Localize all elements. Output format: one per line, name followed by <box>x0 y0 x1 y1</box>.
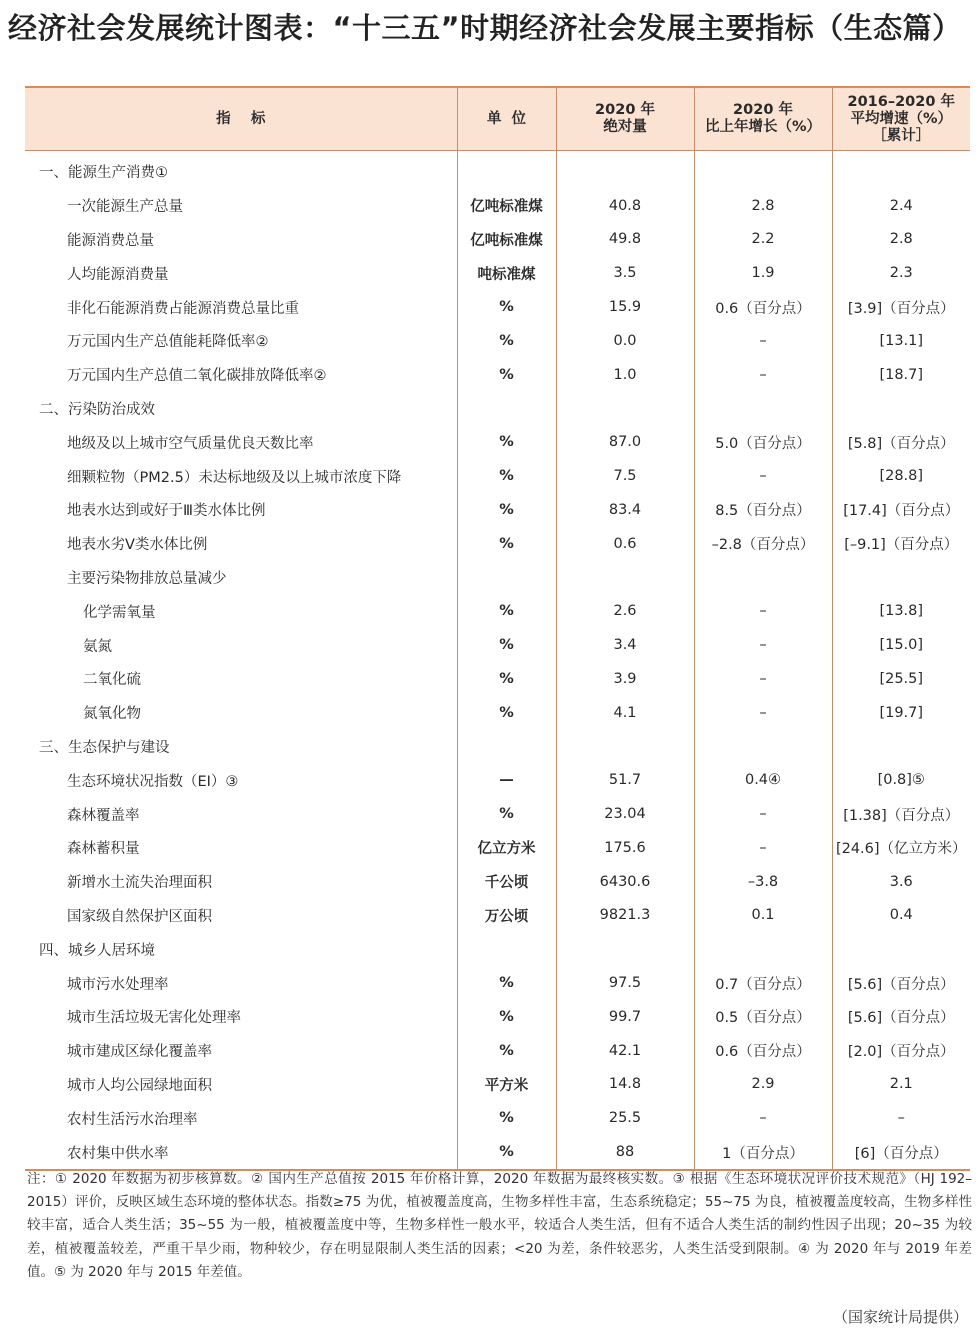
header-absolute-value <box>556 88 694 151</box>
average-growth-cell: [18.7] <box>879 366 924 383</box>
growth-cell: 5.0（百分点） <box>694 425 832 459</box>
absolute-value-cell: 15.9 <box>556 290 694 324</box>
indicator-cell: 一、能源生产消费① <box>25 151 457 189</box>
indicator-cell: 氮氧化物 <box>25 696 457 730</box>
average-growth-cell: [28.8] <box>879 468 924 485</box>
average-growth-cell: [2.0]（百分点） <box>847 1044 955 1061</box>
growth-cell: 1（百分点） <box>694 1135 832 1170</box>
indicator-cell: 二、污染防治成效 <box>25 392 457 426</box>
absolute-value-cell: 97.5 <box>556 966 694 1000</box>
growth-cell: – <box>694 628 832 662</box>
header-abs-line2: 绝对量 <box>603 119 647 135</box>
indicator-cell: 地表水达到或好于Ⅲ类水体比例 <box>25 493 457 527</box>
indicator-cell: 万元国内生产总值二氧化碳排放降低率② <box>25 358 457 392</box>
unit-cell: 吨标准煤 <box>457 256 556 290</box>
growth-cell <box>694 151 832 189</box>
unit-cell <box>457 561 556 595</box>
table-row <box>25 1068 970 1102</box>
header-indicator: 指 标 <box>25 88 457 151</box>
growth-cell <box>694 932 832 966</box>
growth-cell: 0.1 <box>694 899 832 933</box>
absolute-value-cell <box>556 151 694 189</box>
section-row <box>25 151 970 189</box>
absolute-value-cell: 6430.6 <box>556 865 694 899</box>
absolute-value-cell: 4.1 <box>556 696 694 730</box>
growth-cell: 0.6（百分点） <box>694 1034 832 1068</box>
growth-cell: – <box>694 1101 832 1135</box>
average-growth-cell: 3.6 <box>889 873 913 890</box>
table-row <box>25 696 970 730</box>
indicator-cell: 化学需氧量 <box>25 594 457 628</box>
absolute-value-cell: 25.5 <box>556 1101 694 1135</box>
unit-cell: 亿吨标准煤 <box>457 223 556 257</box>
unit-cell: % <box>457 459 556 493</box>
growth-cell <box>694 730 832 764</box>
absolute-value-cell: 2.6 <box>556 594 694 628</box>
indicator-cell: 城市生活垃圾无害化处理率 <box>25 1000 457 1034</box>
average-growth-cell: [3.9]（百分点） <box>847 300 955 317</box>
table-row <box>25 256 970 290</box>
growth-cell: – <box>694 324 832 358</box>
table-row <box>25 1000 970 1034</box>
growth-cell: 2.8 <box>694 189 832 223</box>
unit-cell <box>457 151 556 189</box>
table-row <box>25 831 970 865</box>
absolute-value-cell: 49.8 <box>556 223 694 257</box>
absolute-value-cell: 40.8 <box>556 189 694 223</box>
table-row <box>25 527 970 561</box>
average-growth-cell: [19.7] <box>879 704 924 721</box>
indicator-cell: 城市污水处理率 <box>25 966 457 1000</box>
unit-cell: % <box>457 696 556 730</box>
absolute-value-cell: 1.0 <box>556 358 694 392</box>
unit-cell: % <box>457 662 556 696</box>
table-row <box>25 223 970 257</box>
indicator-cell: 氨氮 <box>25 628 457 662</box>
table-row <box>25 493 970 527</box>
table-row <box>25 459 970 493</box>
unit-cell: 平方米 <box>457 1068 556 1102</box>
indicator-cell: 人均能源消费量 <box>25 256 457 290</box>
growth-cell: 0.7（百分点） <box>694 966 832 1000</box>
average-growth-cell: 0.4 <box>889 907 913 924</box>
average-growth-cell: 2.4 <box>889 197 913 214</box>
unit-cell: 万公顷 <box>457 899 556 933</box>
unit-cell: % <box>457 966 556 1000</box>
table-row <box>25 1101 970 1135</box>
table-row <box>25 324 970 358</box>
average-growth-cell: [6]（百分点） <box>832 1135 970 1170</box>
average-growth-cell: [24.6]（亿立方米） <box>835 841 967 858</box>
growth-cell: 8.5（百分点） <box>694 493 832 527</box>
unit-cell: % <box>457 797 556 831</box>
table-row <box>25 594 970 628</box>
page-title: 经济社会发展统计图表：“十三五”时期经济社会发展主要指标（生态篇） <box>8 11 962 45</box>
table-header-row <box>25 88 970 151</box>
growth-cell: – <box>694 696 832 730</box>
average-growth-cell: [17.4]（百分点） <box>843 503 960 520</box>
absolute-value-cell <box>556 932 694 966</box>
growth-cell: – <box>694 358 832 392</box>
indicator-cell: 城市人均公园绿地面积 <box>25 1068 457 1102</box>
absolute-value-cell: 99.7 <box>556 1000 694 1034</box>
header-growth-line1: 2020 年 <box>733 102 793 118</box>
header-growth <box>694 88 832 151</box>
indicator-cell: 能源消费总量 <box>25 223 457 257</box>
absolute-value-cell: 3.5 <box>556 256 694 290</box>
table-row <box>25 797 970 831</box>
growth-cell: 2.9 <box>694 1068 832 1102</box>
growth-cell: 0.5（百分点） <box>694 1000 832 1034</box>
indicator-cell: 森林覆盖率 <box>25 797 457 831</box>
absolute-value-cell <box>556 561 694 595</box>
average-growth-cell <box>832 561 970 595</box>
absolute-value-cell: 175.6 <box>556 831 694 865</box>
average-growth-cell: 2.1 <box>889 1076 913 1093</box>
growth-cell <box>694 561 832 595</box>
growth-cell: – <box>694 459 832 493</box>
average-growth-cell: [15.0] <box>879 637 924 654</box>
unit-cell: — <box>457 763 556 797</box>
table-row <box>25 561 970 595</box>
growth-cell: – <box>694 797 832 831</box>
section-row <box>25 392 970 426</box>
absolute-value-cell: 83.4 <box>556 493 694 527</box>
table-row <box>25 899 970 933</box>
average-growth-cell: [–9.1]（百分点） <box>844 537 959 554</box>
average-growth-cell: [1.38]（百分点） <box>843 807 960 824</box>
table-row <box>25 358 970 392</box>
average-growth-cell: 2.8 <box>889 231 913 248</box>
growth-cell: – <box>694 594 832 628</box>
indicator-cell: 地级及以上城市空气质量优良天数比率 <box>25 425 457 459</box>
unit-cell: % <box>457 1034 556 1068</box>
absolute-value-cell <box>556 730 694 764</box>
absolute-value-cell: 23.04 <box>556 797 694 831</box>
section-row <box>25 730 970 764</box>
header-avg-line1: 2016–2020 年 <box>847 93 955 110</box>
indicator-cell: 农村生活污水治理率 <box>25 1101 457 1135</box>
table-row <box>25 662 970 696</box>
growth-cell <box>694 392 832 426</box>
footnotes: 注：① 2020 年数据为初步核算数。② 国内生产总值按 2015 年价格计算，2020 年数据为最终核实数。③ 根据《生态环境状况评价技术规范》（HJ 192–2015）评价，反映区域生态环境的整体状态。指数≥75 为优，植被覆盖度高，生物多样性丰富，生态系统稳定；55~75 为良，植被覆盖度较高，生物多样性较丰富，适合人类生活；35~55 为一般，植被覆盖度中等，生物多样性一般水平，较适合人类生活，但有不适合人类生活的制约性因子出现；20~35 为较差，植被覆盖较差，严重干旱少雨，物种较少，存在明显限制人类生活的因素；<20 为差，条件较恶劣，人类生活受到限制。④ 为 2020 年与 2019 年差值。⑤ 为 2020 年与 2015 年差值。 <box>27 1171 972 1280</box>
table-row <box>25 865 970 899</box>
indicator-cell: 四、城乡人居环境 <box>25 932 457 966</box>
unit-cell: % <box>457 358 556 392</box>
table-row <box>25 189 970 223</box>
absolute-value-cell: 7.5 <box>556 459 694 493</box>
table-row <box>25 290 970 324</box>
growth-cell: –3.8 <box>694 865 832 899</box>
indicator-cell: 主要污染物排放总量减少 <box>25 561 457 595</box>
absolute-value-cell: 42.1 <box>556 1034 694 1068</box>
header-avg-line2: 平均增速（%） <box>850 110 953 127</box>
growth-cell: – <box>694 831 832 865</box>
growth-cell: 0.4④ <box>694 763 832 797</box>
absolute-value-cell: 3.9 <box>556 662 694 696</box>
indicator-cell: 农村集中供水率 <box>25 1135 457 1170</box>
indicator-cell: 生态环境状况指数（EI）③ <box>25 763 457 797</box>
average-growth-cell: [13.8] <box>879 603 924 620</box>
section-row <box>25 932 970 966</box>
table-row <box>25 966 970 1000</box>
table-row <box>25 1034 970 1068</box>
average-growth-cell: 2.3 <box>889 265 913 282</box>
table-row <box>25 1135 970 1170</box>
unit-cell: % <box>457 425 556 459</box>
unit-cell: % <box>457 1000 556 1034</box>
growth-cell: 0.6（百分点） <box>694 290 832 324</box>
unit-cell: % <box>457 527 556 561</box>
average-growth-cell: [13.1] <box>879 332 924 349</box>
indicator-table <box>25 88 970 1171</box>
table-row <box>25 425 970 459</box>
growth-cell: –2.8（百分点） <box>694 527 832 561</box>
unit-cell: % <box>457 290 556 324</box>
header-growth-line2: 比上年增长（%） <box>704 119 822 135</box>
average-growth-cell <box>832 151 970 189</box>
average-growth-cell: [5.8]（百分点） <box>847 435 955 452</box>
average-growth-cell <box>832 730 970 764</box>
indicator-cell: 非化石能源消费占能源消费总量比重 <box>25 290 457 324</box>
absolute-value-cell: 3.4 <box>556 628 694 662</box>
unit-cell: 千公顷 <box>457 865 556 899</box>
indicator-cell: 新增水土流失治理面积 <box>25 865 457 899</box>
absolute-value-cell <box>556 392 694 426</box>
unit-cell <box>457 932 556 966</box>
header-unit: 单 位 <box>457 88 556 151</box>
indicator-cell: 国家级自然保护区面积 <box>25 899 457 933</box>
average-growth-cell <box>832 932 970 966</box>
header-abs-line1: 2020 年 <box>595 102 655 118</box>
indicator-cell: 三、生态保护与建设 <box>25 730 457 764</box>
unit-cell: 亿吨标准煤 <box>457 189 556 223</box>
indicator-cell: 万元国内生产总值能耗降低率② <box>25 324 457 358</box>
header-avg-line3: ［累计］ <box>872 127 931 144</box>
absolute-value-cell: 0.0 <box>556 324 694 358</box>
absolute-value-cell: 9821.3 <box>556 899 694 933</box>
unit-cell: % <box>457 493 556 527</box>
average-growth-cell: [5.6]（百分点） <box>847 976 955 993</box>
indicator-cell: 地表水劣Ⅴ类水体比例 <box>25 527 457 561</box>
table-row <box>25 628 970 662</box>
growth-cell: 1.9 <box>694 256 832 290</box>
table-row <box>25 763 970 797</box>
unit-cell <box>457 730 556 764</box>
absolute-value-cell: 14.8 <box>556 1068 694 1102</box>
unit-cell: 亿立方米 <box>457 831 556 865</box>
absolute-value-cell: 0.6 <box>556 527 694 561</box>
growth-cell: – <box>694 662 832 696</box>
unit-cell: % <box>457 1135 556 1170</box>
growth-cell: 2.2 <box>694 223 832 257</box>
indicator-cell: 二氧化硫 <box>25 662 457 696</box>
average-growth-cell: [5.6]（百分点） <box>847 1010 955 1027</box>
source-credit: （国家统计局提供） <box>832 1308 968 1326</box>
unit-cell: % <box>457 1101 556 1135</box>
table-body <box>25 151 970 1170</box>
absolute-value-cell: 88 <box>556 1135 694 1170</box>
unit-cell: % <box>457 594 556 628</box>
indicator-cell: 森林蓄积量 <box>25 831 457 865</box>
indicator-cell: 城市建成区绿化覆盖率 <box>25 1034 457 1068</box>
indicator-cell: 一次能源生产总量 <box>25 189 457 223</box>
average-growth-cell: [25.5] <box>879 670 924 687</box>
average-growth-cell: – <box>897 1110 905 1127</box>
unit-cell: % <box>457 628 556 662</box>
average-growth-cell: [0.8]⑤ <box>877 772 925 789</box>
header-average-growth <box>832 88 970 151</box>
unit-cell <box>457 392 556 426</box>
indicator-table-wrapper <box>25 86 970 1171</box>
absolute-value-cell: 51.7 <box>556 763 694 797</box>
indicator-cell: 细颗粒物（PM2.5）未达标地级及以上城市浓度下降 <box>25 459 457 493</box>
absolute-value-cell: 87.0 <box>556 425 694 459</box>
average-growth-cell <box>832 392 970 426</box>
unit-cell: % <box>457 324 556 358</box>
